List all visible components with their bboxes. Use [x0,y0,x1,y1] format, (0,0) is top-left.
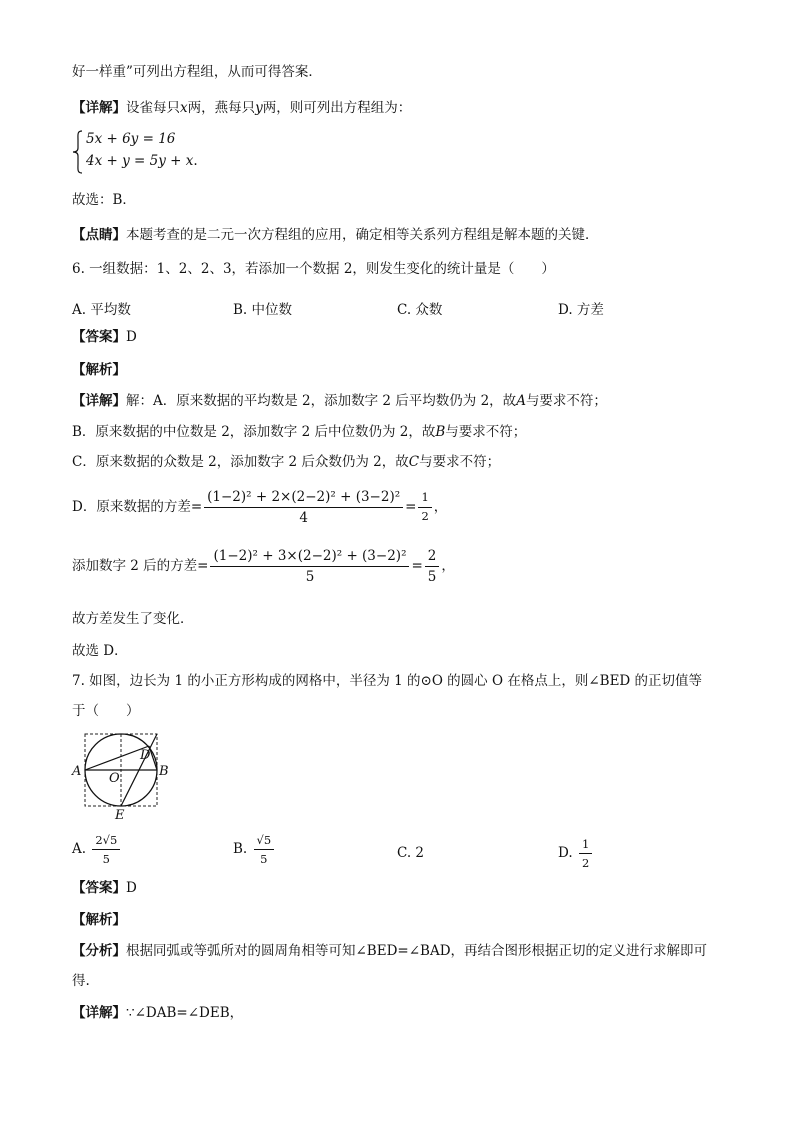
formula-line-d [72,489,447,526]
answer-value: D [126,329,137,345]
equation-period: . [193,153,198,169]
math-var: y [255,100,263,116]
point-label-o: O [109,771,120,786]
text-line: 故方差发生了变化． [72,611,194,627]
fraction-numerator: 2 [425,548,440,567]
answer-value: D [126,880,137,896]
text-line [72,227,599,243]
point-label-b: B [159,764,169,779]
section-tag-line [72,362,126,378]
fraction-numerator: (1−2)² + 3×(2−2)² + (3−2)² [210,548,409,567]
text-line [72,393,607,409]
text-line: 好一样重”可列出方程组，从而可得答案． [72,64,322,80]
point-label-a: A [72,764,82,779]
text-line: 故选 D． [72,643,128,659]
text-span: 与要求不符； [525,393,607,409]
section-tag: 【解析】 [72,912,126,928]
section-tag: 【详解】 [72,1005,126,1021]
equation-2 [86,153,198,169]
text-line [72,424,526,440]
text-span: 与要求不符； [445,424,527,440]
text-span: 解：A．原来数据的平均数是 2，添加数字 2 后平均数仍为 2，故 [126,393,517,409]
text-span: B．原来数据的中位数是 2，添加数字 2 后中位数仍为 2，故 [72,424,436,440]
math-var: A [516,393,526,409]
equation-2-text: 4x + y = 5y + x [86,153,194,169]
text-line [72,454,500,470]
answer-line [72,880,137,896]
fraction-denominator: 5 [260,852,268,866]
equation-1: 5x + 6y = 16 [86,131,176,147]
section-tag: 【分析】 [72,943,126,959]
q7-option-a [72,833,122,866]
text-span: C．原来数据的众数是 2，添加数字 2 后众数仍为 2，故 [72,454,409,470]
fraction-denominator: 5 [102,852,110,866]
text-line [72,943,707,959]
fraction-numerator: (1−2)² + 2×(2−2)² + (3−2)² [204,489,403,508]
equation-system [72,130,202,174]
text-span: 设雀每只 [126,100,180,116]
section-tag: 【解析】 [72,362,126,378]
q7-option-c: C. 2 [397,845,425,861]
equals-sign: = [405,499,417,516]
section-tag-line [72,912,126,928]
q6-option-c: C. 众数 [397,302,443,318]
fraction-denominator: 5 [305,569,315,586]
question-6-stem: 6. 一组数据：1、2、2、3，若添加一个数据 2，则发生变化的统计量是（ ） [72,261,555,277]
point-label-e: E [115,808,125,823]
section-tag: 【答案】 [72,880,126,896]
option-label: A. [72,841,87,857]
variance-fraction [210,548,409,585]
point-label-d: D [140,748,151,763]
q7-option-d [558,837,594,870]
text-span: 添加数字 2 后的方差= [72,558,209,575]
option-fraction [579,837,592,870]
text-span: 根据同弧或等弧所对的圆周角相等可知∠BED=∠BAD，再结合图形根据正切的定义进行求解即可 [126,943,708,959]
q7-option-b [233,833,276,866]
q6-option-d: D. 方差 [558,302,604,318]
fraction-denominator: 2 [581,856,590,870]
result-fraction [418,491,431,524]
math-var: C [408,454,420,470]
section-tag: 【详解】 [72,100,126,116]
question-7-stem-line2: 于（ ） [72,703,140,719]
option-label: D. [558,845,573,861]
fraction-denominator: 2 [421,509,429,524]
fraction-numerator: √5 [254,833,275,850]
text-span: 与要求不符； [419,454,501,470]
math-var: x [180,100,188,116]
text-line [72,1005,243,1021]
equals-sign: = [411,558,423,575]
geometry-figure [68,730,180,826]
text-span: 本题考查的是二元一次方程组的应用，确定相等关系列方程组是解本题的关键． [126,227,599,243]
question-7-stem-line1: 7. 如图，边长为 1 的小正方形构成的网格中，半径为 1 的⊙O 的圆心 O 在格点上，则∠BED 的正切值等 [72,673,703,689]
option-fraction [254,833,275,866]
fraction-denominator: 5 [427,569,437,586]
fraction-numerator: 1 [579,837,592,854]
math-var: B [435,424,446,440]
text-span: ， [441,558,455,575]
text-span: D．原来数据的方差= [72,499,203,516]
section-tag: 【点睛】 [72,227,126,243]
q6-option-b: B. 中位数 [233,302,293,318]
formula-line-e [72,548,455,585]
fraction-numerator: 1 [418,491,431,508]
left-brace-icon [72,130,84,174]
fraction-denominator: 4 [299,510,308,527]
option-fraction [92,833,120,866]
result-fraction [425,548,440,585]
option-label: B. [233,841,248,857]
section-tag: 【答案】 [72,329,126,345]
section-tag: 【详解】 [72,393,126,409]
text-span: ， [433,499,448,516]
fraction-numerator: 2√5 [92,833,120,850]
text-span: ∵∠DAB=∠DEB， [126,1005,244,1021]
text-span: 两，燕每只 [187,100,256,116]
variance-fraction [204,489,403,526]
text-line [72,100,411,116]
text-line: 故选：B． [72,192,136,208]
text-span: 两，则可列出方程组为： [262,100,412,116]
answer-line [72,329,137,345]
text-line: 得. [72,973,90,989]
q6-option-a: A. 平均数 [72,302,131,318]
